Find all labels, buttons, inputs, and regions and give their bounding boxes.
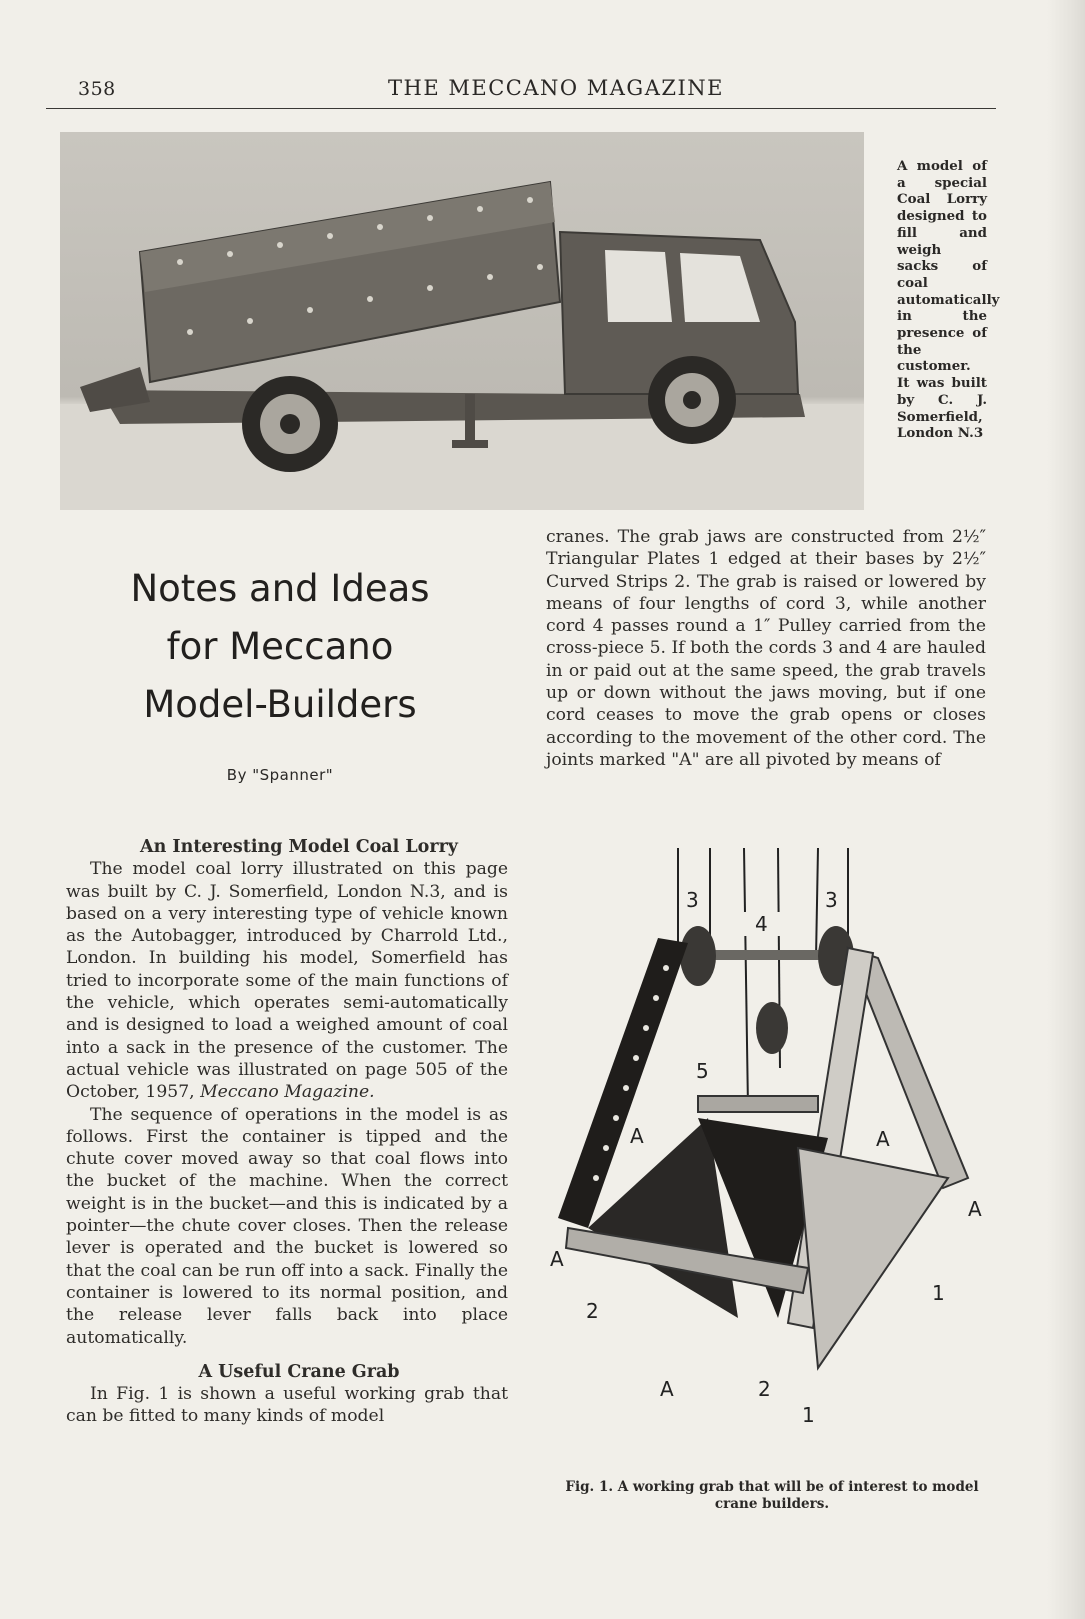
label-plate-1-bottom: 1: [802, 1403, 815, 1427]
figure-caption: Fig. 1. A working grab that will be of interest to model crane builders.: [565, 1479, 979, 1512]
coal-lorry-photo: [60, 132, 864, 510]
page-header: [46, 74, 996, 109]
label-cord-4: 4: [755, 912, 768, 936]
coal-lorry-paragraph-1-text: The model coal lorry illustrated on this page was built by C. J. Somerfield, London N.3, and is based on a very interesting type of vehicle known as the Autobagger, introduced by Charrold Ltd., London. In building his model, Somerfield has tried to incorporate some of the main functions of the vehicle, which operates semi-automatically and is designed to load a weighed amount of coal into a sack in the presence of the customer. The actual vehicle was illustrated on page 505 of the October, 1957,: [66, 859, 508, 1103]
crane-grab-figure: [548, 848, 988, 1448]
magazine-name-italic: Meccano Magazine.: [200, 1082, 375, 1103]
label-cross-piece-5: 5: [696, 1059, 709, 1083]
label-plate-1-right: 1: [932, 1281, 945, 1305]
byline: By "Spanner": [226, 766, 334, 784]
article-title-line-1: Notes and Ideas: [130, 567, 430, 610]
coal-lorry-icon: [60, 132, 864, 510]
page-edge-shadow: [1047, 0, 1085, 1619]
article-title: [80, 560, 480, 734]
coal-lorry-paragraph-1: [66, 858, 508, 1103]
article-title-line-2: for Meccano: [166, 625, 394, 668]
left-column: [66, 836, 508, 1428]
page-number: 358: [78, 78, 116, 100]
right-column-text: cranes. The grab jaws are constructed from 2½″ Triangular Plates 1 edged at their bases by 2½″ Curved Strips 2. The grab is raised or lowered by means of four lengths of cord 3, while another cord 4 passes round a 1″ Pulley carried from the cross-piece 5. If both the cords 3 and 4 are hauled in or paid out at the same speed, the grab travels up or down without the jaws moving, but if one cord ceases to move the grab opens or closes according to the movement of the other cord. The joints marked "A" are all pivoted by means of: [546, 527, 986, 770]
label-joint-a-3: A: [968, 1197, 982, 1221]
crane-grab-icon: [548, 848, 988, 1448]
photo-caption: A model of a special Coal Lorry designed to fill and weigh sacks of coal automatically in the presence of the customer. It was built by C. J. Somerfield, London N.3: [897, 158, 1000, 442]
label-strip-2-left: 2: [586, 1299, 599, 1323]
section-heading-coal-lorry: An Interesting Model Coal Lorry: [140, 837, 458, 857]
right-column: [546, 526, 986, 771]
label-cord-3-right: 3: [825, 888, 838, 912]
label-joint-a-1: A: [630, 1124, 644, 1148]
label-joint-a-5: A: [660, 1377, 674, 1401]
label-cord-3-left: 3: [686, 888, 699, 912]
article-title-line-3: Model-Builders: [143, 683, 417, 726]
crane-grab-paragraph-1: In Fig. 1 is shown a useful working grab that can be fitted to many kinds of model: [66, 1384, 508, 1427]
coal-lorry-paragraph-2: The sequence of operations in the model is as follows. First the container is tipped and the chute cover moved away so that coal flows into the bucket of the machine. When the correct weight is in the bucket—and this is indicated by a pointer—the chute cover closes. Then the release lever is operated and the bucket is lowered so that the coal can be run off into a sack. Finally the container is lowered to its normal position, and the release lever falls back into place automatically.: [66, 1104, 508, 1348]
magazine-title: THE MECCANO MAGAZINE: [388, 76, 724, 100]
label-joint-a-4: A: [550, 1247, 564, 1271]
label-joint-a-2: A: [876, 1127, 890, 1151]
section-heading-crane-grab: A Useful Crane Grab: [198, 1361, 400, 1382]
label-strip-2-bottom: 2: [758, 1377, 771, 1401]
